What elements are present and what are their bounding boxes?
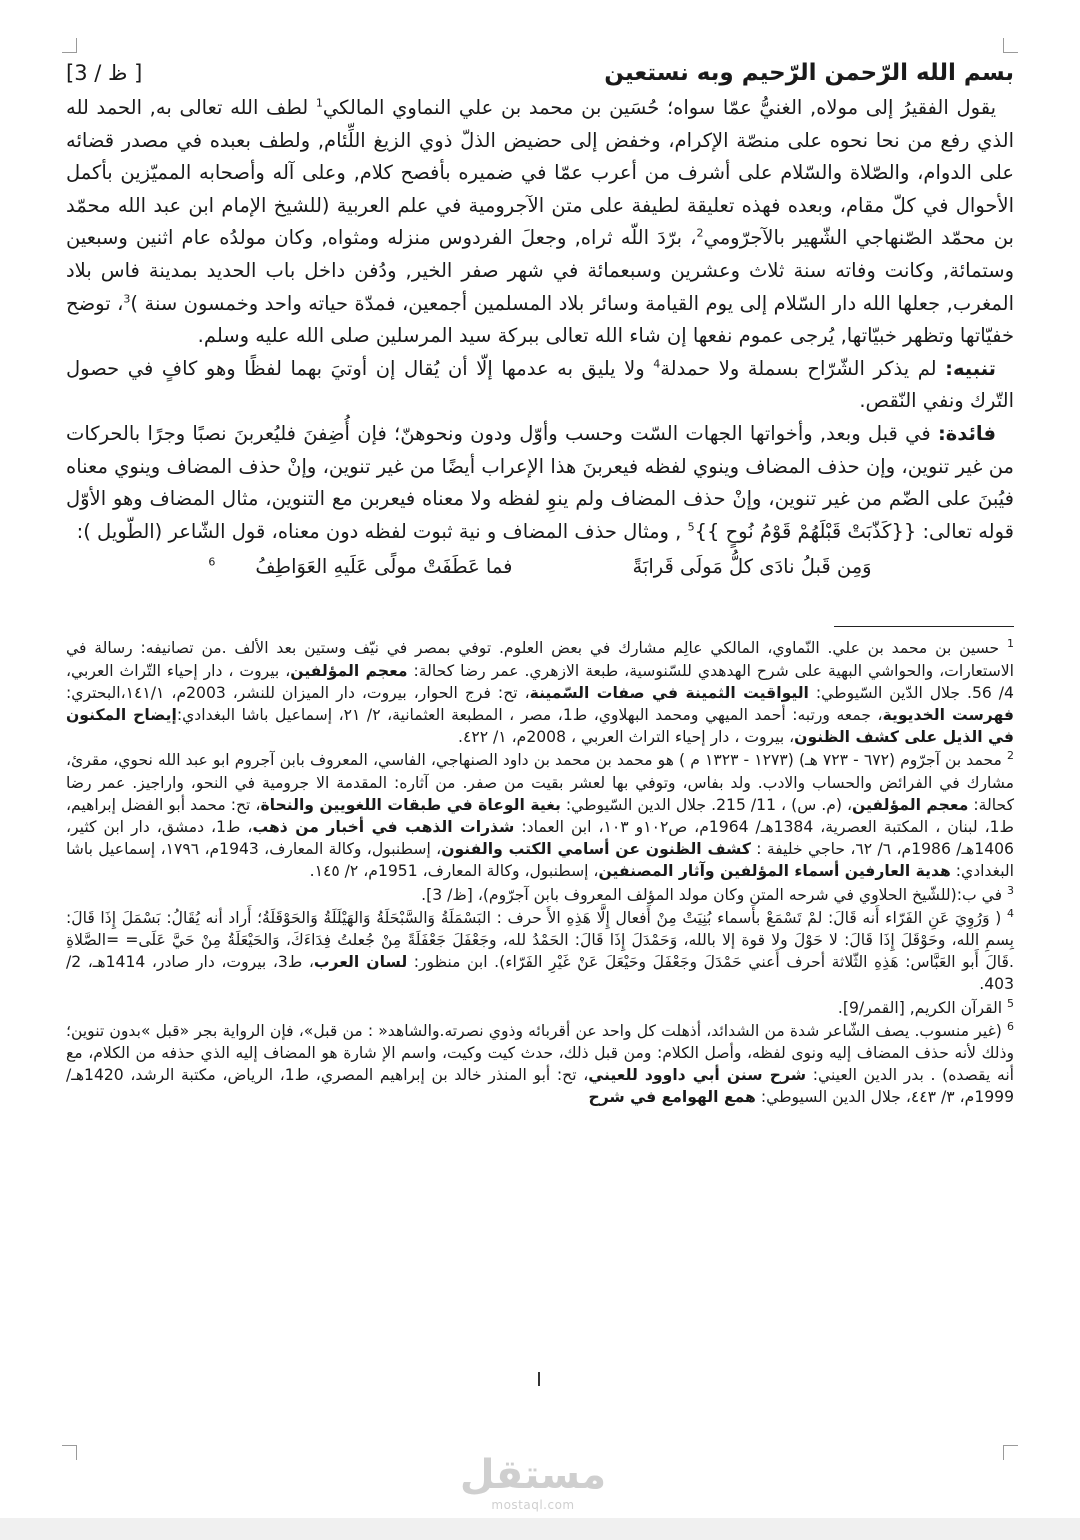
footnote-ref-5[interactable]: 5 xyxy=(687,520,695,534)
tanbih-label: تنبيه: xyxy=(945,356,996,380)
basmala-heading: بسم الله الرّحمن الرّحيم وبه نستعين xyxy=(604,60,1014,86)
text-cursor xyxy=(538,1372,540,1386)
watermark-latin: mostaql.com xyxy=(491,1498,575,1512)
watermark-arabic: مستقل xyxy=(459,1452,607,1498)
footnote-1: $^1$ حسين بن محمد بن علي. النّماوي، المالكي عالِم مشارك في بعض العلوم. توفي بمصر في نيّف وستين بعد الألف .من تصانيفه: رسالة في الاستعارات، والحواشي البهية على شرح الهدهدي للسّنوسية، طبعة الازهري. عمر رضا كحالة: معجم المؤلفين، بيروت ، دار إحياء التّراث العربي، 4/ 56. جلال الدّين السّيوطي: اليواقيت الثمينة في صفات السّمينة، تح: فرج الحوار، بيروت، دار الميزان للنشر، 2003م، ١٤١/١،البحتري: فهرست الخديوية، جمعه ورتبه: أحمد الميهي ومحمد البهلاوي، ط1، مصر ، المطبعة العثمانية، ٢/ ٢١، إسماعيل باشا البغدادي:إيضاح المكنون في الذيل على كشف الظنون، بيروت ، دار إحياء التراث العربي ، 2008م، ١/ ٤٢٢. xyxy=(66,637,1015,747)
crop-mark-top-left xyxy=(62,38,77,53)
footnote-ref-4[interactable]: 4 xyxy=(653,357,661,371)
footnotes xyxy=(66,637,1014,1108)
footnote-separator xyxy=(834,626,1014,627)
page-header xyxy=(66,60,1014,86)
tanbih-paragraph: تنبيه: لم يذكر الشّرّاح بسملة ولا حمدلة$^4$ ولا يليق به عدمها إلّا أن يُقال إن أوتيَ بهما لفظًا وهو كافٍ في حصول التّرك ونفي النّقص. xyxy=(66,356,1014,413)
bottom-strip xyxy=(0,1518,1080,1540)
footnote-ref-1[interactable]: 1 xyxy=(315,96,323,110)
footnote-ref-3[interactable]: 3 xyxy=(123,292,131,306)
footnote-2: $^2$ محمد بن آجرّوم (٦٧٢ - ٧٢٣ هـ) (١٢٧٣ - ١٣٢٣ م ) هو محمد بن محمد بن داود الصنهاجي، الفاسي، المعروف بابن آجروم ابو عبد الله نحوي، مقرئ، مشارك في الفرائض والحساب والادب. ولد بفاس، وتوفي بها لعشر بقيت من صفر. من آثاره: المقدمة الا جرومية في النحو، واراجيز. عمر رضا كحالة: معجم المؤلفين، (م. س) ، 11/ 215. جلال الدين السّيوطي: بغية الوعاة في طبقات اللغويين والنحاة، تح: محمد أبو الفضل إبراهيم، ط1، لبنان ، المكتبة العصرية، 1384هـ/ 1964م، ص١٠٢و ١٠٣، ابن العماد: شذرات الذهب في أخبار من ذهب، ط1، دمشق، دار ابن كثير، 1406هـ/ 1986م، ٦/ ٦٢، حاجي خليفة : كشف الظنون عن أسامي الكتب والفنون، إسطنبول، وكالة المعارف، 1943م، ١٧٩٦، إسماعيل باشا البغدادي: هدية العارفين أسماء المؤلفين وآثار المصنفين، إسطنبول، وكالة المعارف، 1951م، ٢/ ١٤٥. xyxy=(66,749,1014,881)
crop-mark-bottom-right xyxy=(1003,1445,1018,1460)
footnote-ref-6[interactable]: 6 xyxy=(208,555,216,569)
poetry-verse xyxy=(66,550,1014,584)
footnote-4: $^4$ ( وَرُوِيَ عَنِ الفَرّاء أَنه قَالَ: لمْ تَسْمَعْ بأَسماء بُنِيَتْ مِنْ أَفعال إِلَّا هَذِهِ الأَ حرف : البَسْمَلَةُ وَالسَّبْحَلَةُ وَالهَيْلَلَةُ وَالحَوْقَلَةُ؛ أَراد أنه يُقَالُ: بَسْمَلَ إِذَا قَالَ: بِسمِ الله، وحَوْقَلَ إِذَا قَالَ: لا حَوْلَ ولا قوة إلا بالله، وَحَمْدَلَ إِذَا قَالَ: الحَمْدُ لله، وجَعْفَلَ جَعْفَلَةً مِنْ جُعلتُ فِدَاءَكَ، وَالحَيْعَلَةُ مِنْ حَيَّ عَلَى= =الصَّلاةِ .قَالَ أَبو العَبَّاس: هَذِهِ الثّلاثة أحرف أَعني حَمْدَلَ وجَعْفَلَ وحَيْعَلَ عَنْ غَيْرِ الفَرّاء). ابن منظور: لسان العرب، ط3، بيروت، دار صادر، 1414هـ، 2/ 403. xyxy=(66,906,1014,994)
verse-hemistich-1: وَمِن قَبلُ نادَى كلُّ مَولَى قَرابَةً xyxy=(632,555,872,579)
crop-mark-bottom-left xyxy=(62,1445,77,1460)
crop-mark-top-right xyxy=(1003,38,1018,53)
faida-paragraph: فائدة: في قبل وبعد, وأخواتها الجهات السّت وحسب وأوّل ودون ونحوهنّ؛ فإن أُضِفنَ فليُعربنَ نصبًا وجرًا بالحركات من غير تنوين، وإن حذف المضاف وينوي لفظه فيعربنَ هذا الإعراب أيضًا من غير تنوين، وإنْ حذف المضاف وينوي معناه فيُبنَ على الضّم من غير تنوين، وإنْ حذف المضاف ولم ينوِ لفظه ولا معناه فيعربن مع التنوين، مثال المضاف وهو الأوّل قوله تعالى: {{كَذّبَتْ قَبْلَهُمْ قَوْمُ نُوحٍ }}$^5$ , ومثال حذف المضاف و نية ثبوت لفظه دون معناه، قول الشّاعر (الطّويل ): xyxy=(66,421,1014,543)
folio-marker: [ظ / 3 ] xyxy=(66,61,143,85)
footnote-5: $^5$ القرآن الكريم, [القمر/9]. xyxy=(837,996,1014,1017)
page-content xyxy=(66,60,1014,1110)
footnote-ref-2[interactable]: 2 xyxy=(696,226,704,240)
main-text xyxy=(66,92,1014,584)
mostaql-watermark xyxy=(458,1452,608,1512)
faida-label: فائدة: xyxy=(938,421,996,445)
footnote-3: $^3$ في ب:(للشّيخ الحلاوي في شرحه المتن وكان مولد المؤلف المعروف بابن آجرّوم)، [ظ/ 3]. xyxy=(421,883,1014,904)
intro-paragraph: يقول الفقيرُ إلى مولاه, الغنيُّ عمّا سواه؛ حُسَين بن محمد بن علي النماوي المالكي$^1$ لطف الله تعالى به, الحمد لله الذي رفع من نحا نحوه على منصّة الإكرام، وخفض إلى حضيض الذلّ ذوي الزيغ اللِّئام, ولطف بعبده في مصدر قضائه على الدوام، والصّلاة والسّلام على أشرف من أعرب عمّا في ضميره بأفصح كلام, وعلى آله وأصحابه المميّزين بأكمل الأحوال في كلّ مقام، وبعده فهذه تعليقة لطيفة على متن الآجرومية في علم العربية (للشيخ الإمام ابن عبد الله محمّد بن محمّد الصّنهاجي الشّهير بالآجرّومي$^2$، برّدَ اللّه ثراه, وجعلَ الفردوس منزله ومثواه, وكان مولدُه عام اثنين وسبعين وستمائة, وكانت وفاته سنة ثلاث وعشرين وسبعمائة في شهر صفر الخير, ودُفن داخل باب الحديد بمدينة فاس بلاد المغرب, جعلها الله دار السّلام إلى يوم القيامة وسائر بلاد المسلمين أجمعين، فمدّة حياته واحد وخمسون سنة )$^3$، توضح خفيّاتها وتظهر خبيّاتها, يُرجى عموم نفعها إن شاء الله تعالى ببركة سيد المرسلين صلى الله عليه وسلم. xyxy=(66,96,1015,348)
footnote-6: $^6$ (غير منسوب. يصف الشّاعر شدة من الشدائد، أذهلت كل واحد عن أقربائه وذوي نصرته.والشاهد« : من قبل»، فإن الرواية بجر «قبل »بدون تنوين؛ وذلك لأنه حذف المضاف إليه ونوى لفظه، وأصل الكلام: ومن قبل ذلك، حدث كيت وكيت، واسم الإ شارة هو المضاف إليه الذي حذفه من الكلام، مع أنه يقصده) . بدر الدين العيني: شرح سنن أبي داوود للعيني، تح: أبو المنذر خالد بن إبراهيم المصري، ط1، الرياض، مكتبة الرشد، 1420هـ/ 1999م، ٣/ ٤٤٣، جلال الدين السيوطي: همع الهوامع في شرح xyxy=(66,1019,1014,1107)
verse-hemistich-2: فما عَطَفَتْ مولًى عَلَيهِ العَوَاطِفُ$^6$ xyxy=(208,555,513,579)
